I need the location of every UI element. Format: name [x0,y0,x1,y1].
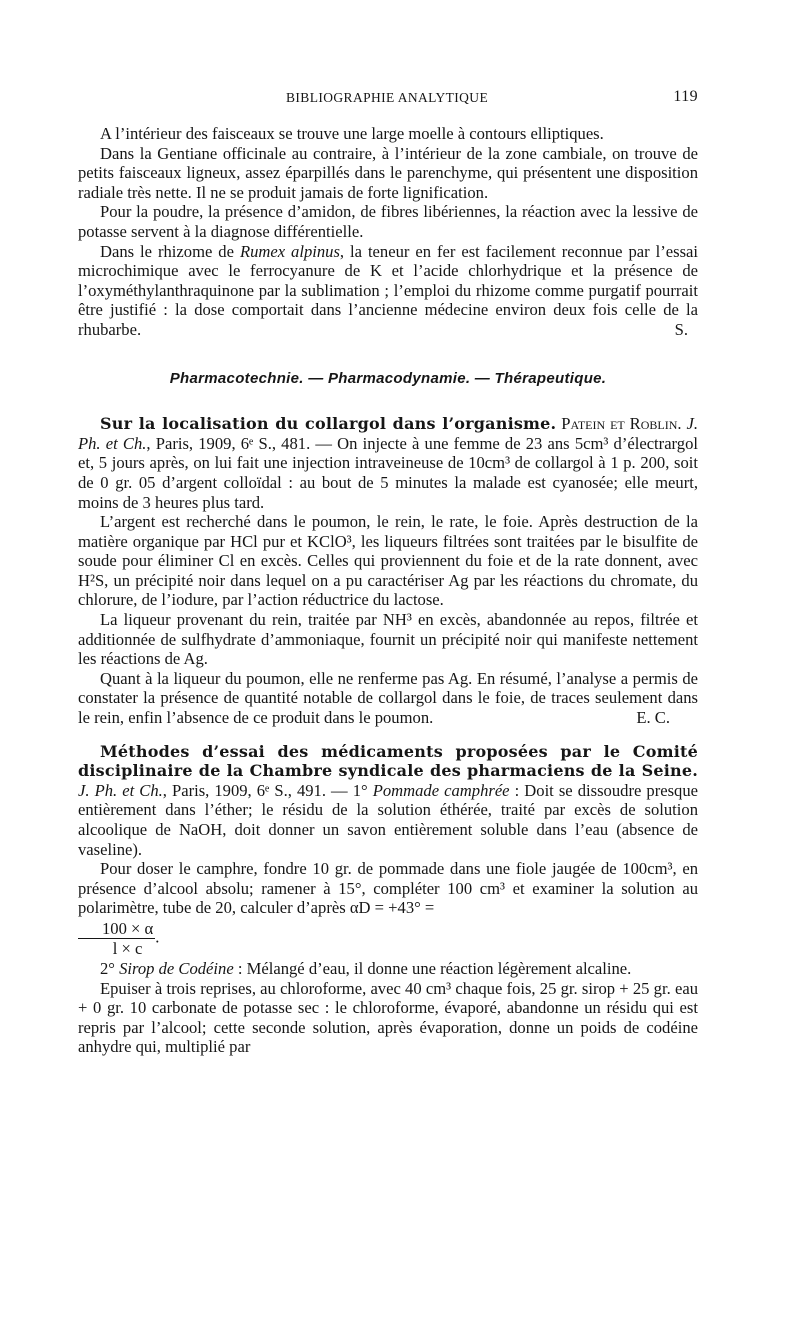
article-reference: , Paris, 1909, 6ᵉ S., 481. — On injecte à une femme de 23 ans 5cm³ d’électrargol et, 5 jours après, on lui fait une injection intraveineuse de 10cm³ de collargol à 1 p. 200, soit de 0 gr. 05 d’argent colloïdal : au bout de 5 minutes la malade est cyanosée; elle meurt, moins de 3 heures plus tard. [78,433,698,512]
text: Pour doser le camphre, fondre 10 gr. de pommade dans une fiole jaugée de 100cm³, en présence d’alcool absolu; ramener à 15°, compléter 100 cm³ et examiner la solution au polarimètre, tube de 20, calculer d’après αD = +43° = [78,859,698,918]
item-name: Sirop de Codéine [119,958,234,978]
article-reference: , Paris, 1909, 6ᵉ S., 491. — 1° [162,780,373,800]
article-lead [78,414,698,512]
paragraph: L’argent est recherché dans le poumon, le rein, le rate, le foie. Après destruction de la matière organique par HCl pur et KClO³, les liqueurs filtrées sont traitées par le bisulfite de soude pour éliminer Cl en excès. Celles qui proviennent du foie et de la rate donnent, avec H²S, un précipité noir dans lequel on a pu caractériser Ag par les réactions du chromate, du chlorure, de l’iodure, par l’action réductrice du lactose. [78,512,698,610]
item-name: Pommade camphrée [372,780,510,800]
spacer [78,728,698,742]
signature: S. [674,319,688,339]
fraction-numerator: 100 × α [78,920,155,939]
species-name: Rumex alpinus [239,241,340,261]
journal-name: J. Ph. et Ch. [78,414,699,453]
paragraph: Epuiser à trois reprises, au chloroforme, avec 40 cm³ chaque fois, 25 gr. sirop + 25 gr. eau + 0 gr. 10 carbonate de potasse sec : le chloroforme, évaporé, abandonne un résidu qui est repris par l’alcool; cette seconde solution, après évaporation, donne un poids de codéine anhydre qui, multiplié par [78,978,698,1057]
article-title: Méthodes d’essai des médicaments proposées par le Comité disciplinaire de la Chambre syndicale des pharmaciens de la Seine. [78,741,698,781]
running-title: BIBLIOGRAPHIE ANALYTIQUE [286,90,489,105]
paragraph [78,669,698,728]
article-lead [78,742,698,860]
page-header [78,88,698,110]
paragraph [78,242,698,340]
page-number: 119 [673,88,698,105]
fraction [78,920,155,959]
paragraph: Pour la poudre, la présence d’amidon, de fibres libériennes, la réaction avec la lessive de potasse servent à la diagnose différentielle. [78,202,698,241]
journal-name: J. Ph. et Ch. [78,780,163,800]
page-body [78,124,698,1057]
section-heading: Pharmacotechnie. — Pharmacodynamie. — Thérapeutique. [169,369,607,387]
paragraph: La liqueur provenant du rein, traitée par NH³ en excès, abandonnée au repos, filtrée et additionnée de sulfhydrate d’ammoniaque, fournit un précipité noir qui manifeste nettement les réactions de Ag. [78,610,698,669]
article-authors: Patein et Roblin. [561,414,682,434]
text: : Doit se dissoudre presque entièrement dans l’éther; le résidu de la solution éthérée, traité par excès de solution alcoolique de NaOH, doit donner un savon entièrement soluble dans l’eau (absence de vaseline). [78,780,699,859]
paragraph: Dans la Gentiane officinale au contraire, à l’intérieur de la zone cambiale, on trouve de petits faisceaux ligneux, assez éparpillés dans le parenchyme, qui présentent une disposition radiale très nette. Il ne se produit jamais de forte lignification. [78,143,698,202]
fraction-denominator: l × c [112,938,143,958]
paragraph [78,959,698,979]
text: , la teneur en fer est facilement reconnue par l’essai microchimique avec le ferrocyanure de K et l’acide chlorhydrique et la présence de l’oxyméthylanthraquinone par la sublimation ; l’emploi du rhizome comme purgatif pourrait être justifié : la dose comportait dans l’ancienne médecine environ deux fois celle de la rhubarbe. [78,241,698,339]
signature: E. C. [636,708,670,728]
text: : Mélangé d’eau, il donne une réaction légèrement alcaline. [233,958,632,978]
text: 2° [100,958,120,978]
text: Dans le rhizome de [100,241,240,261]
paragraph: Pour doser le camphre, fondre 10 gr. de pommade dans une fiole jaugée de 100cm³, en présence d’alcool absolu; ramener à 15°, compléter 100 cm³ et examiner la solution au polarimètre, tube de 20, calculer d’après αD = +43° = $\frac{100 \times \alpha}{l \times c}$ . [78,859,698,958]
text: Quant à la liqueur du poumon, elle ne renferme pas Ag. En résumé, l’analyse a permis de constater la présence de quantité notable de collargol dans le foie, de traces seulement dans le rein, enfin l’absence de ce produit dans le poumon. [78,668,698,728]
paragraph: A l’intérieur des faisceaux se trouve une large moelle à contours elliptiques. [100,124,604,143]
article-title: Sur la localisation du collargol dans l’organisme. [100,414,557,434]
